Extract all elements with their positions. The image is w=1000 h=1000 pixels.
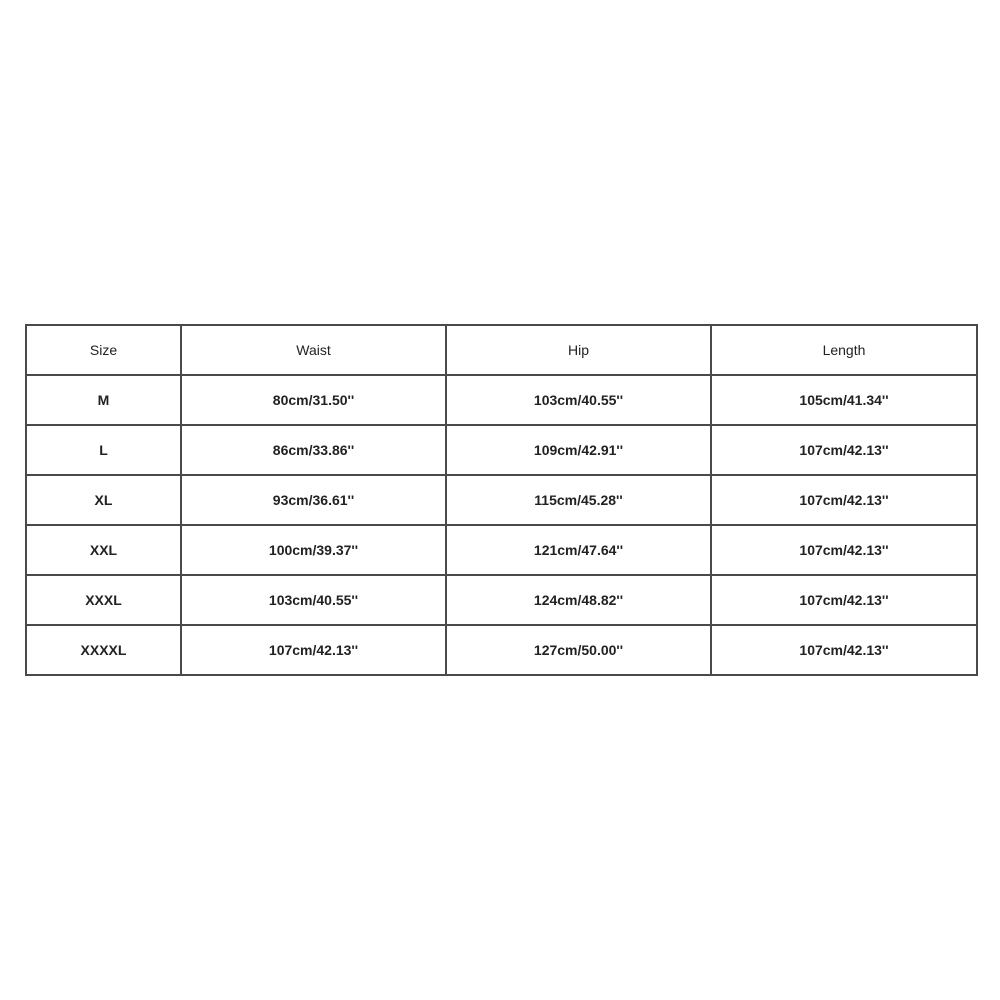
cell-length: 107cm/42.13'' [711,475,977,525]
cell-hip: 127cm/50.00'' [446,625,711,675]
table-row [26,625,977,675]
table-row [26,375,977,425]
table-row [26,425,977,475]
cell-size: L [26,425,181,475]
cell-length: 107cm/42.13'' [711,525,977,575]
table-row [26,575,977,625]
cell-size: XXXL [26,575,181,625]
cell-hip: 103cm/40.55'' [446,375,711,425]
header-waist: Waist [181,325,446,375]
cell-waist: 80cm/31.50'' [181,375,446,425]
cell-size: M [26,375,181,425]
table-row [26,525,977,575]
cell-length: 107cm/42.13'' [711,575,977,625]
cell-size: XXXXL [26,625,181,675]
header-hip: Hip [446,325,711,375]
cell-waist: 107cm/42.13'' [181,625,446,675]
header-size: Size [26,325,181,375]
cell-hip: 124cm/48.82'' [446,575,711,625]
header-row [26,325,977,375]
header-length: Length [711,325,977,375]
cell-waist: 100cm/39.37'' [181,525,446,575]
size-chart-table [25,324,978,676]
table-row [26,475,977,525]
cell-size: XXL [26,525,181,575]
cell-waist: 86cm/33.86'' [181,425,446,475]
cell-hip: 121cm/47.64'' [446,525,711,575]
cell-length: 107cm/42.13'' [711,625,977,675]
cell-waist: 103cm/40.55'' [181,575,446,625]
cell-hip: 115cm/45.28'' [446,475,711,525]
cell-waist: 93cm/36.61'' [181,475,446,525]
cell-length: 105cm/41.34'' [711,375,977,425]
cell-size: XL [26,475,181,525]
cell-hip: 109cm/42.91'' [446,425,711,475]
cell-length: 107cm/42.13'' [711,425,977,475]
